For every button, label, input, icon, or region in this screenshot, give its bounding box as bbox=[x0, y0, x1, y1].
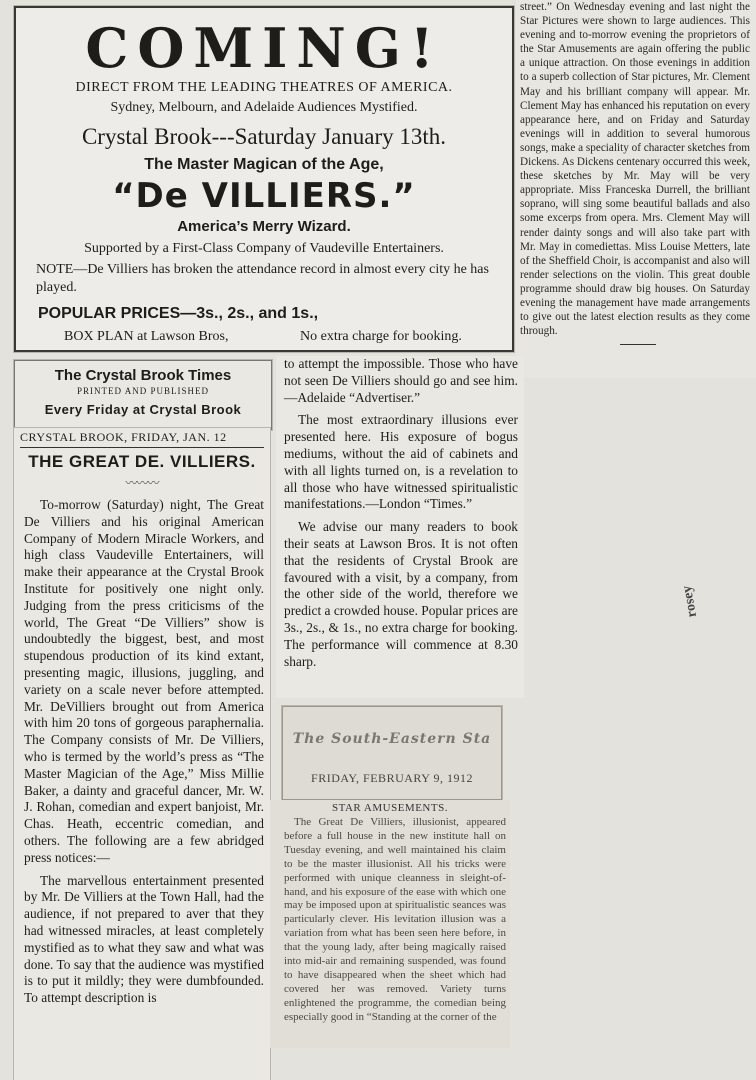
article-headline: THE GREAT DE. VILLIERS. bbox=[28, 452, 256, 471]
article-paragraph-2: The marvellous entertainment presented by Mr. De Villiers at the Town Hall, had the audience, if not prepared to aver that they had witnessed miracles, at least completely mystified as to what they saw and what was done. To say that the audience was mystified is to put it mildly; they were dumbfounded. To attempt description is bbox=[24, 872, 264, 1006]
ad-box-plan-row bbox=[64, 329, 512, 347]
right-column-text: street.” On Wednesday evening and last night the Star Pictures were shown to large audiences. This evening and to-morrow evening the proprietors of the Star Amusements are again offering the public a unique attraction. On those evenings in addition to a superb collection of Star pictures, Mr. Clement May and his brilliant company will appear. Mr. Clement May has enhanced his reputation on every appearance here, and on Friday and Saturday evenings will in addition to several humorous songs, make a speciality of character sketches from Dickens. As Dickens centenary occurred this week, these sketches by Mr. May will be very appropriate. Miss Franceska Durrell, the brilliant soprano, will sing some beautiful ballads and also some excerps from opera. Mrs. Clement May will render dainty songs and will also take part with Mr. May in comediettas. Miss Louise Metters, late of the Sheffield Choir, is accompanist and also will render selections on the violin. This great double programme should draw big houses. On Saturday evening the management have made arrangements to give out the latest election results as they come through. bbox=[520, 1, 750, 338]
column-end-rule bbox=[620, 344, 656, 345]
ad-direct-line: DIRECT FROM THE LEADING THEATRES OF AMERICA. bbox=[75, 80, 453, 95]
times-every-line: Every Friday at Crystal Brook bbox=[44, 402, 242, 417]
article-dateline: CRYSTAL BROOK, FRIDAY, JAN. 12 bbox=[20, 430, 227, 444]
star-text: The Great De Villiers, illusionist, appeared before a full house in the new institute hall on Tuesday evening, and well maintained his claim to be the master illusionist. All his tricks were performed with unique cleanness in sleight-of-hand, and his exposure of the ease with which one may be imposed upon at spiritualistic seances was particularly clever. His levitation illusion was a variation from what has been seen here before, in that the young lady, after being magically raised into mid-air and remaining suspended, was found to have disappeared when the sheet which had covered her was removed. Variety turns enlightened the programme, the comedian being especially good in “Standing at the corner of the bbox=[284, 816, 506, 1023]
ad-audiences-line: Sydney, Melbourn, and Adelaide Audiences Mystified. bbox=[110, 100, 418, 115]
ad-box-plan: BOX PLAN at Lawson Bros, bbox=[64, 329, 229, 344]
times-masthead bbox=[14, 360, 272, 430]
middle-column bbox=[276, 356, 524, 698]
star-amusements-article bbox=[270, 800, 510, 1048]
se-date: FRIDAY, FEBRUARY 9, 1912 bbox=[311, 771, 473, 785]
times-title: The Crystal Brook Times bbox=[54, 367, 232, 384]
divider bbox=[20, 447, 264, 448]
advertisement bbox=[14, 6, 514, 352]
ad-performer-name: “De VILLIERS.” bbox=[112, 176, 416, 216]
ornament-divider: 〰〰〰 bbox=[125, 476, 159, 490]
ad-tagline: America’s Merry Wizard. bbox=[177, 218, 351, 235]
ad-note: NOTE—De Villiers has broken the attendance record in almost every city he has played. bbox=[36, 262, 489, 295]
ad-headline: COMING! bbox=[85, 16, 443, 80]
times-printed-line: PRINTED AND PUBLISHED bbox=[76, 386, 209, 396]
ad-supported-line: Supported by a First-Class Company of Vaudeville Entertainers. bbox=[84, 241, 444, 256]
star-heading: STAR AMUSEMENTS. bbox=[332, 802, 448, 814]
main-article bbox=[14, 428, 270, 1080]
ad-box-plan-note: No extra charge for booking. bbox=[300, 329, 462, 344]
middle-paragraph-3: We advise our many readers to book their seats at Lawson Bros. It is not often that the residents of Crystal Brook are favoured with a visit, by a company, from the other side of the world, therefore we predict a crowded house. Popular prices are 3s., 2s., & 1s., no extra charge for booking. The performance will commence at 8.30 sharp. bbox=[284, 519, 518, 669]
ad-master-line: The Master Magican of the Age, bbox=[144, 156, 384, 173]
margin-stamp: ʎəsoɹ bbox=[680, 584, 701, 619]
article-paragraph-1: To-morrow (Saturday) night, The Great De Villiers and his original American Company of Modern Miracle Workers, and high class Vaudeville Entertainers, will make their appearance at the Crystal Brook Institute for positively one night only. Judging from the press criticisms of the world, The Great “De Villiers” show is undoubtedly the biggest, best, and most stupendous production of its kind extant, presenting magic, illusions, juggling, and variety on a scale never before attempted. Mr. DeVilliers brought out from America with him 20 tons of gorgeous paraphernalia. The Company consists of Mr. De Villiers, who is termed by the world’s press as “The Master Magician of the Age,” Miss Millie Baker, a dainty and graceful dancer, Mr. W. J. Rohan, comedian and expert banjoist, Mr. Chas. Heath, eccentric comedian, and others. The following are a few abridged press notices:— bbox=[24, 497, 264, 865]
middle-paragraph-1: to attempt the impossible. Those who have not seen De Villiers should go and see him.—Adelaide “Advertiser.” bbox=[284, 356, 518, 405]
middle-paragraph-2: The most extraordinary illusions ever presented here. His exposure of bogus mediums, without the aid of cabinets and with all lights turned on, is a revelation to all those who have witnessed spiritualistic manifestations.—London “Times.” bbox=[284, 412, 518, 512]
south-eastern-masthead bbox=[282, 706, 502, 800]
ad-prices: POPULAR PRICES—3s., 2s., and 1s., bbox=[38, 305, 319, 322]
ad-venue-date: Crystal Brook---Saturday January 13th. bbox=[81, 124, 447, 149]
se-title: The South-Eastern Sta bbox=[292, 731, 492, 747]
right-column-clipping bbox=[516, 0, 756, 378]
